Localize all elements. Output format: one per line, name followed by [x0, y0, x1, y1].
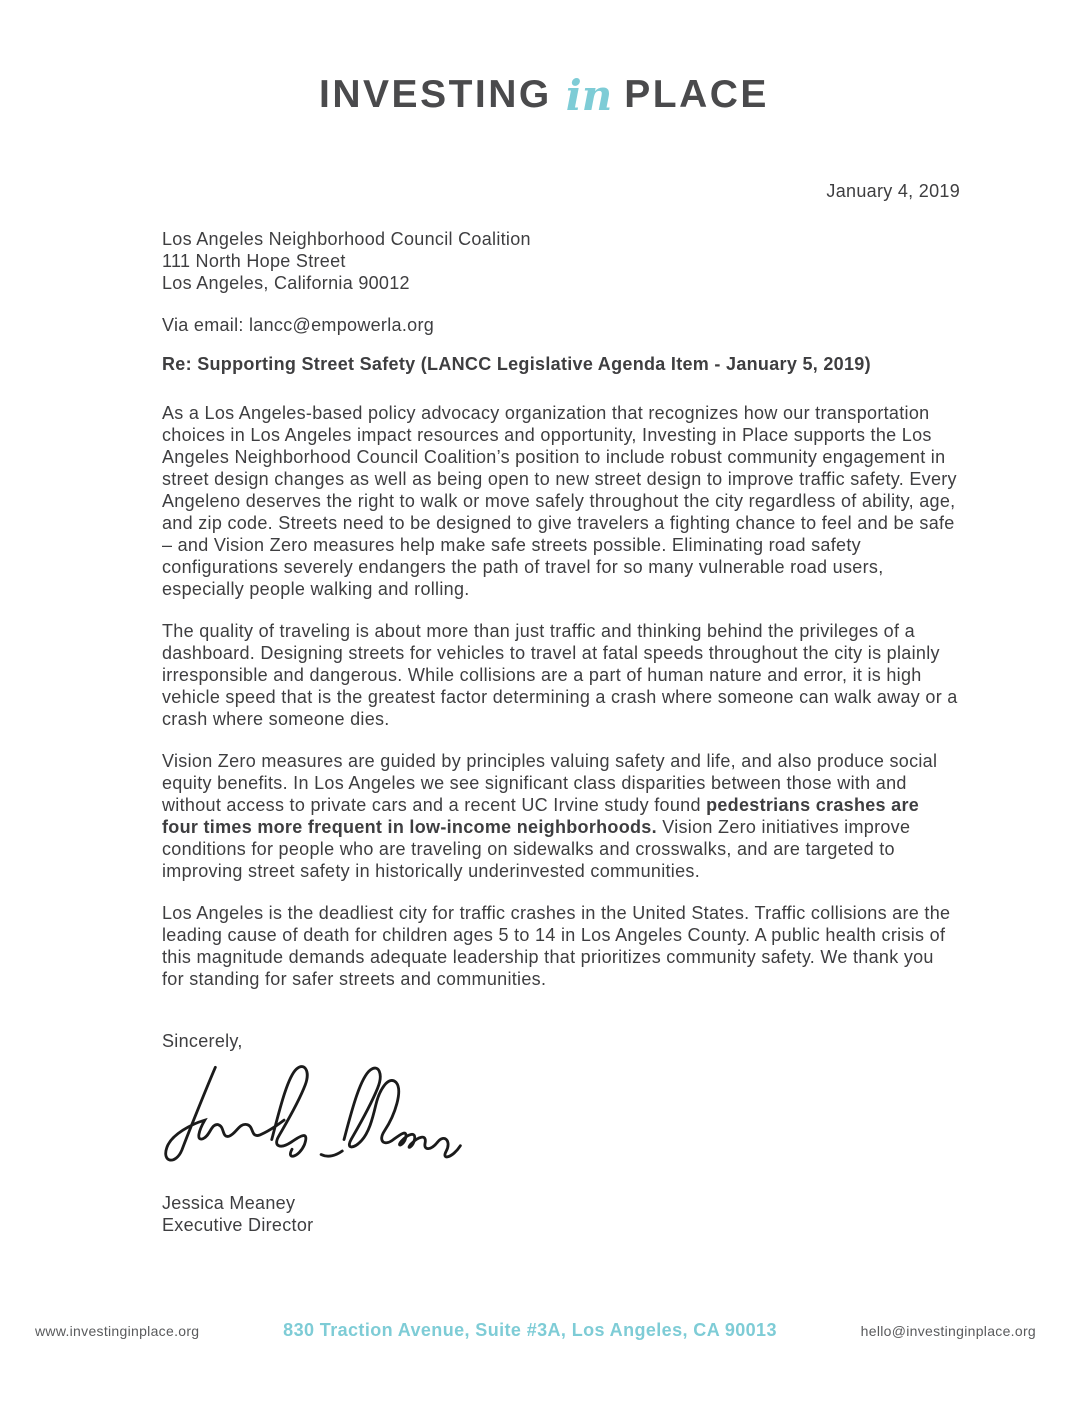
- paragraph-3-lead: Vision Zero measures are guided by principles valuing safety and life, and also produce social equity benefits. In Los Angeles we see significant class disparities between those with and without access to private cars and a recent UC Irvine study found: [162, 751, 938, 815]
- logo-word-place: PLACE: [624, 73, 769, 116]
- paragraph-4: Los Angeles is the deadliest city for traffic crashes in the United States. Traffic collisions are the leading cause of death for children ages 5 to 14 in Los Angeles County. A public health crisis of this magnitude demands adequate leadership that prioritizes community safety. We thank you for standing for safer streets and communities.: [162, 903, 951, 989]
- signature-image: [148, 1062, 960, 1166]
- paragraph-3-emphasis: pedestrians crashes are four times more frequent in low-income neighborhoods.: [162, 795, 920, 837]
- paragraph-3-tail: Vision Zero initiatives improve conditions for people who are traveling on sidewalks and crosswalks, and are targeted to improving street safety in historically underinvested communities.: [162, 817, 911, 881]
- signer-title: Executive Director: [162, 1215, 314, 1235]
- subject-line: Re: Supporting Street Safety (LANCC Legislative Agenda Item - January 5, 2019): [162, 354, 871, 374]
- footer-email: hello@investinginplace.org: [860, 1322, 1036, 1339]
- paragraph-1: As a Los Angeles-based policy advocacy organization that recognizes how our transportation choices in Los Angeles impact resources and opportunity, Investing in Place supports the Los Angeles Neighborhood Council Coalition’s position to include robust community engagement in street design changes as well as being open to new street design to improve traffic safety. Every Angeleno deserves the right to walk or move safely throughout the city regardless of ability, age, and zip code. Streets need to be designed to give travelers a fighting chance to feel and be safe – and Vision Zero measures help make safe streets possible. Eliminating road safety configurations severely endangers the path of travel for so many vulnerable road users, especially people walking and rolling.: [162, 403, 957, 599]
- logo-word-investing: INVESTING: [319, 73, 552, 116]
- recipient-block: [162, 228, 960, 294]
- via-email-line: Via email: lancc@empowerla.org: [162, 315, 435, 335]
- footer-website: www.investinginplace.org: [35, 1322, 200, 1339]
- recipient-street: 111 North Hope Street: [162, 251, 346, 271]
- signer-name: Jessica Meaney: [162, 1193, 296, 1213]
- paragraph-3: [162, 750, 960, 882]
- recipient-city: Los Angeles, California 90012: [162, 273, 410, 293]
- letter-date: January 4, 2019: [826, 181, 960, 201]
- closing-line: Sincerely,: [162, 1031, 243, 1051]
- logo-word-in: in: [565, 71, 613, 120]
- letter-content: [162, 180, 960, 1236]
- footer-address: 830 Traction Avenue, Suite #3A, Los Angeles, CA 90013: [283, 1320, 777, 1340]
- paragraph-2: The quality of traveling is about more than just traffic and thinking behind the privileges of a dashboard. Designing streets for vehicles to travel at fatal speeds throughout the city is plainly irresponsible and dangerous. While collisions are a part of human nature and error, it is high vehicle speed that is the greatest factor determining a crash where someone can walk away or a crash where someone dies.: [162, 621, 958, 729]
- letter-footer: [35, 1320, 1036, 1341]
- recipient-name: Los Angeles Neighborhood Council Coalition: [162, 229, 531, 249]
- org-logo: [0, 68, 1088, 120]
